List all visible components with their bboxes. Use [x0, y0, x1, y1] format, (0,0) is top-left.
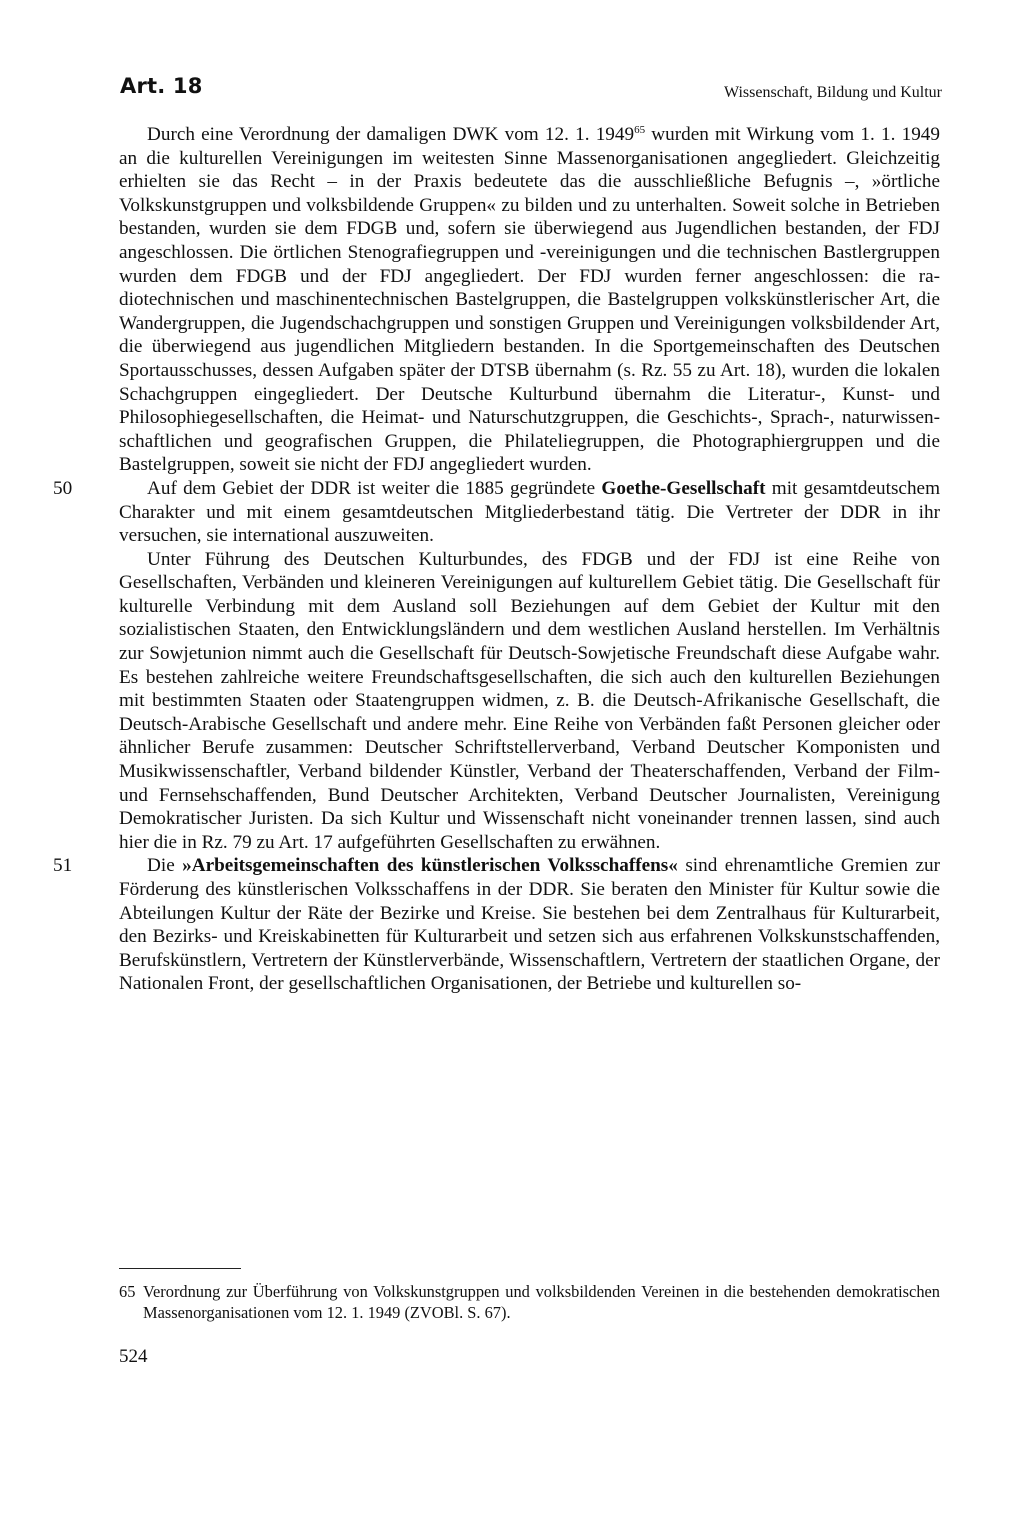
- paragraph: [53, 854, 940, 996]
- bold-term: Goethe-Gesellschaft: [601, 477, 766, 499]
- footnote-number: 65: [119, 1282, 136, 1301]
- footnote-text: Verordnung zur Überführung von Volkskunstgruppen und volksbildenden Vereinen in die bestehenden demokratischen Massenorganisationen vom 12. 1. 1949 (ZVOBl. S. 67).: [143, 1282, 940, 1322]
- footnote-separator: [119, 1268, 241, 1269]
- text-run: Durch eine Verordnung der damaligen DWK vom 12. 1. 1949: [147, 124, 635, 145]
- page-number: 524: [119, 1346, 148, 1367]
- margin-number: 51: [53, 855, 73, 877]
- text-run: Auf dem Gebiet der DDR ist weiter die 1885 gegründete: [147, 477, 602, 499]
- text-run: sind ehrenamtliche Gremien zur Förderung des künstlerischen Volksschaffens in der DDR. Sie beraten den Minister für Kultur sowie die Abteilungen Kultur der Räte der Bezirke und Kreise. Sie bestehen bei dem Zentralhaus für Kulturarbeit, den Bezirks- und Kreiskabinetten für Kulturarbeit und setzen sich aus erfahrenen Volkskunstschaffenden, Berufskünstlern, Vertretern der Künstlerverbände, Wissenschaftlern, Vertretern der staatlichen Organe, der Nationalen Front, der gesellschaftlichen Organisationen, der Betriebe und kulturellen so-: [119, 855, 940, 995]
- body-text: [53, 123, 940, 996]
- text-run: wurden mit Wirkung vom 1. 1. 1949 an die kulturellen Vereinigungen im weitesten Sinne Massenorganisationen angegliedert. Gleichzeitig erhielten sie das Recht – in der Praxis bedeutete das die ausschließliche Befugnis –, »örtliche Volkskunstgruppen und volksbildende Gruppen« zu bilden und zu unterhalten. Soweit solche in Betrieben bestanden, wurden sie dem FDGB und, sofern sie überwiegend aus Jugendlichen bestanden, der FDJ angeschlossen. Die örtlichen Stenografiegruppen und -vereinigungen und die technischen Bastlergruppen wurden dem FDGB und der FDJ angegliedert. Der FDJ wurden ferner angeschlossen: die radiotechnischen und maschinentechnischen Bastelgruppen, die Bastelgruppen volkskünstlerischer Art, die Wandergruppen, die Jugendschachgruppen und sonstigen Gruppen und Vereinigungen volksbildender Art, die überwiegend aus jugendlichen Mitgliedern bestanden. In die Sportgemeinschaften des Deutschen Sportausschusses, dessen Aufgaben später der DTSB übernahm (s. Rz. 55 zu Art. 18), wurden die lokalen Schachgruppen eingegliedert. Der Deutsche Kulturbund übernahm die Literatur-, Kunst- und Philosophiegesellschaften, die Heimat- und Naturschutzgruppen, die Geschichts-, Sprach-, naturwissenschaftlichen und geografischen Gruppen, die Philateliegruppen, die Photographiergruppen und die Bastelgruppen, soweit sie nicht der FDJ angegliedert wurden.: [119, 124, 940, 476]
- text-run: Unter Führung des Deutschen Kulturbundes, des FDGB und der FDJ ist eine Reihe von Gesellschaften, Verbänden und kleineren Vereinigungen auf kulturellem Gebiet tätig. Die Gesellschaft für kulturelle Verbindung mit dem Ausland soll Beziehungen auf dem Gebiet der Kultur mit den sozialistischen Staaten, den Entwicklungsländern und dem westlichen Ausland herstellen. Im Verhältnis zur Sowjetunion nimmt auch die Gesellschaft für Deutsch-Sowjetische Freundschaft diese Aufgabe wahr. Es bestehen zahlreiche weitere Freundschaftsgesellschaften, die sich auch den kulturellen Beziehungen mit bestimmten Staaten oder Staatengruppen widmen, z. B. die Deutsch-Afrikanische Gesellschaft, die Deutsch-Arabische Gesellschaft und andere mehr. Eine Reihe von Verbänden faßt Personen gleicher oder ähnlicher Berufe zusammen: Deutscher Schriftstellerverband, Verband Deutscher Komponisten und Musikwissenschaftler, Verband bildender Künstler, Verband der Theaterschaffenden, Verband der Film- und Fernsehschaffenden, Bund Deutscher Architekten, Verband Deutscher Journalisten, Vereinigung Demokratischer Juristen. Da sich Kultur und Wissenschaft nicht voneinander trennen lassen, sind auch hier die in Rz. 79 zu Art. 17 aufgeführten Gesellschaften zu erwähnen.: [119, 548, 940, 853]
- footnote: [119, 1281, 940, 1323]
- margin-number: 50: [53, 477, 73, 499]
- paragraph: [119, 548, 940, 855]
- footnote-reference: 65: [634, 124, 646, 136]
- running-header: Wissenschaft, Bildung und Kultur: [724, 84, 942, 101]
- paragraph: [119, 123, 940, 477]
- paragraph: [53, 477, 940, 548]
- article-label: Art. 18: [120, 74, 203, 98]
- text-run: mit gesamtdeutschem Charakter und mit einem gesamtdeutschen Mitgliederbestand tätig. Die Vertreter der DDR in ihr versuchen, sie international auszuweiten.: [119, 477, 940, 547]
- text-run: Die: [147, 855, 183, 877]
- bold-term: »Arbeitsgemeinschaften des künstlerischen Volksschaffens«: [182, 855, 678, 877]
